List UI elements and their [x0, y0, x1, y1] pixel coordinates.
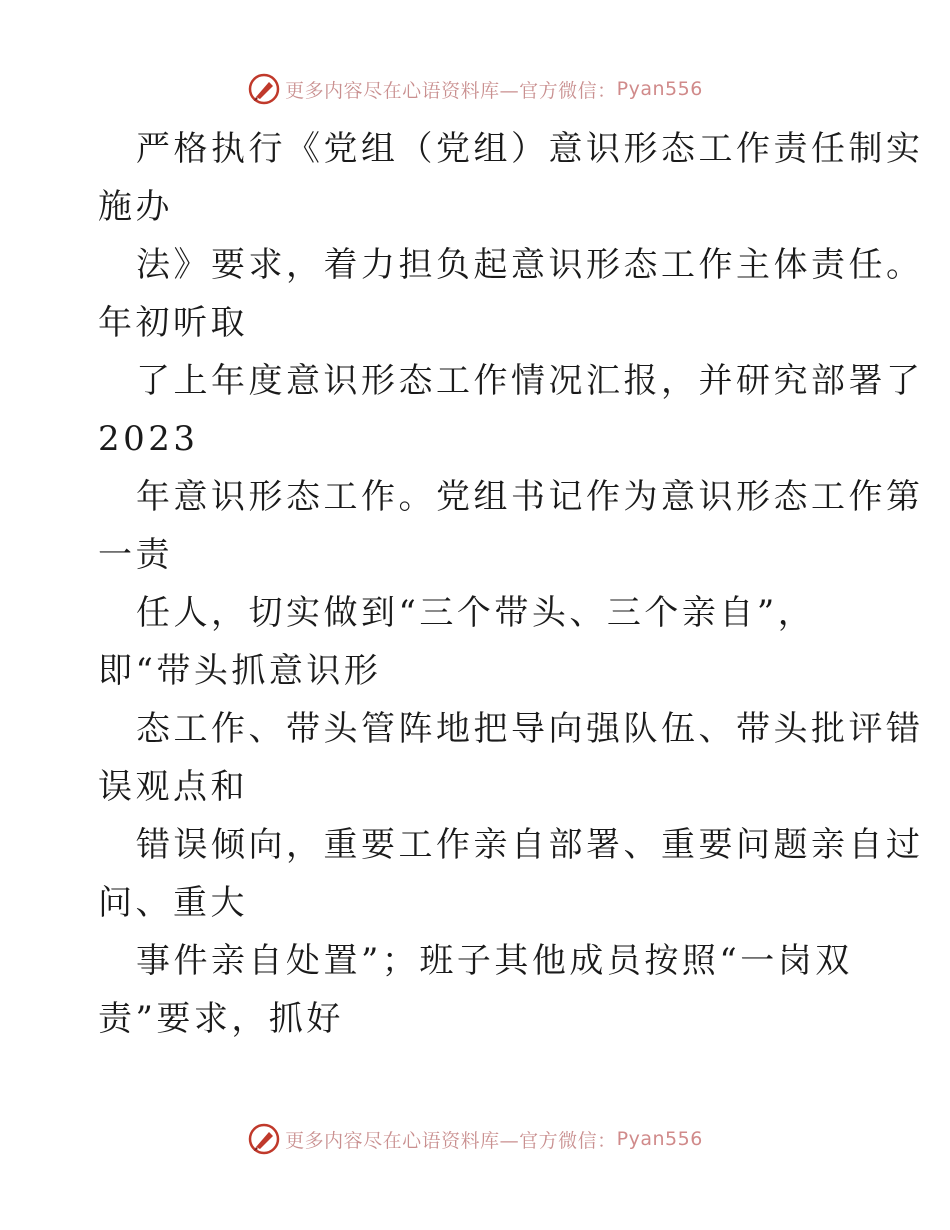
text-line: 任人，切实做到“三个带头、三个亲自”， [136, 593, 816, 633]
pen-logo-icon [247, 72, 281, 106]
paragraph-line-pair [98, 932, 858, 1048]
text-line: 法》要求，着力担负起意识形态工作主体责任。 [136, 245, 924, 285]
paragraph-line-pair [98, 700, 924, 816]
text-line: 态工作、带头管阵地把导向强队伍、带头批评错 [136, 709, 924, 749]
watermark-footer [0, 1122, 950, 1156]
paragraph-line-pair [98, 468, 924, 584]
text-line: 2023 [98, 419, 199, 459]
watermark-text: 更多内容尽在心语资料库—官方微信： [285, 79, 617, 102]
text-line: 问、重大 [98, 883, 248, 923]
pen-logo-icon [247, 1122, 281, 1156]
watermark-header [0, 72, 950, 106]
text-line: 即“带头抓意识形 [98, 651, 382, 691]
paragraph-line-pair [98, 816, 924, 932]
text-line: 责”要求，抓好 [98, 999, 344, 1039]
document-body [98, 120, 924, 1048]
text-line: 施办 [98, 187, 173, 227]
text-line: 事件亲自处置”；班子其他成员按照“一岗双 [136, 941, 853, 981]
text-line: 一责 [98, 535, 173, 575]
paragraph-line-pair [98, 236, 924, 352]
text-line: 年初听取 [98, 303, 248, 343]
watermark-wechat-id: Pyan556 [616, 78, 703, 100]
text-line: 年意识形态工作。党组书记作为意识形态工作第 [136, 477, 924, 517]
watermark-text: 更多内容尽在心语资料库—官方微信： [285, 1129, 617, 1152]
paragraph-line-pair [98, 120, 924, 236]
text-line: 了上年度意识形态工作情况汇报，并研究部署了 [136, 361, 924, 401]
text-line: 错误倾向，重要工作亲自部署、重要问题亲自过 [136, 825, 924, 865]
paragraph-line-pair [98, 584, 858, 700]
paragraph-line-pair [98, 352, 924, 468]
text-line: 误观点和 [98, 767, 248, 807]
watermark-wechat-id: Pyan556 [616, 1128, 703, 1150]
text-line: 严格执行《党组（党组）意识形态工作责任制实 [136, 129, 924, 169]
